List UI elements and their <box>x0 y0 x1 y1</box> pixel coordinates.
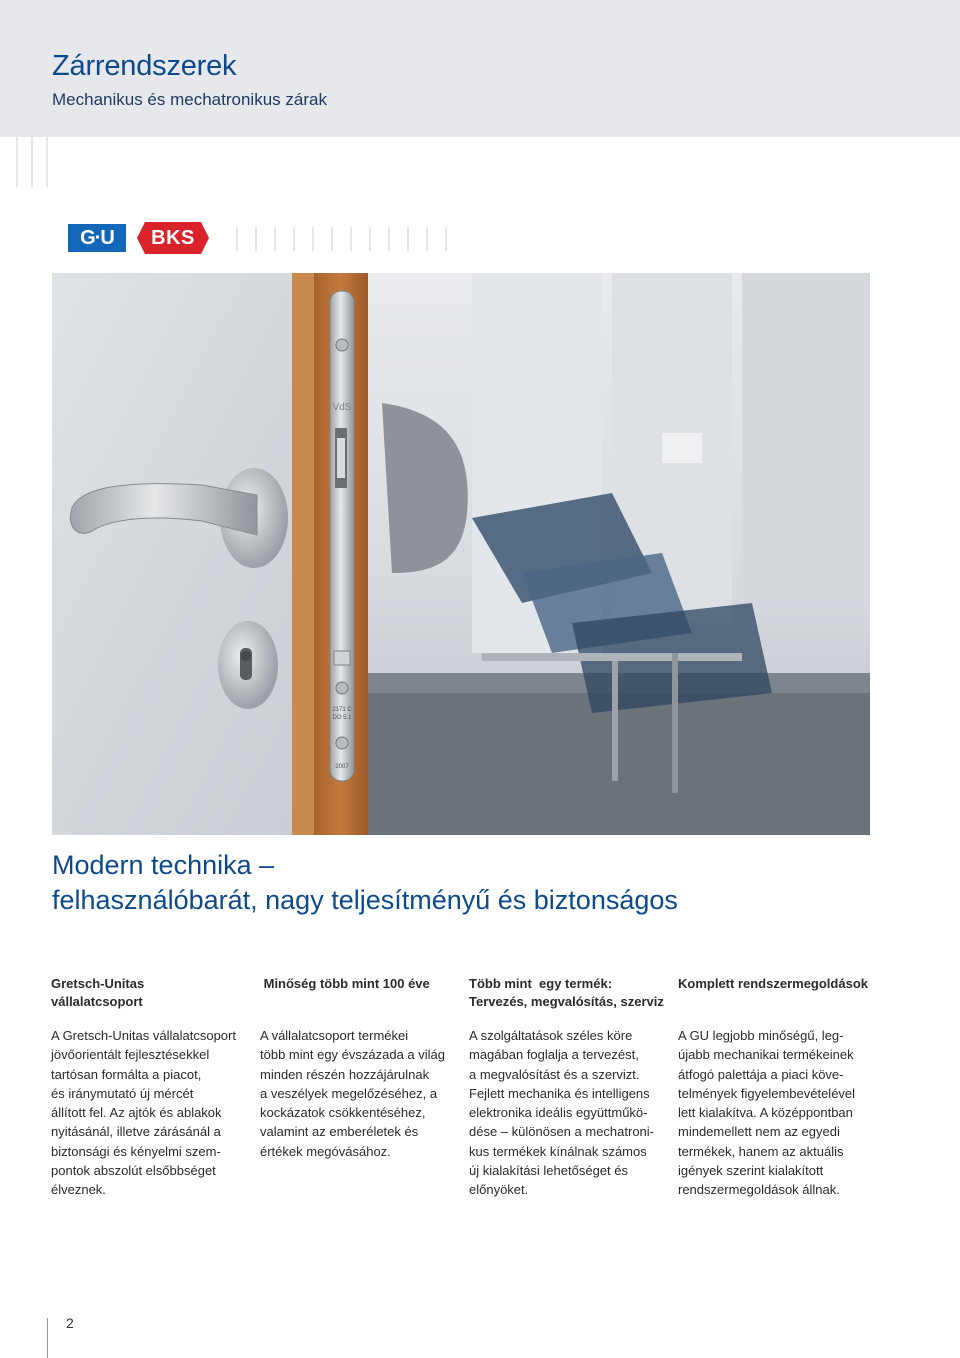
body-line: igények szerint kialakított <box>678 1163 824 1179</box>
bks-logo-text: BKS <box>151 226 195 249</box>
heading-line: Több mint egy termék: <box>469 976 613 991</box>
body-line: magában foglalja a tervezést, <box>469 1047 639 1063</box>
door-lock-photo <box>52 273 870 835</box>
plate-mark-year: 2007 <box>335 764 349 770</box>
column-heading <box>260 975 450 1011</box>
body-line: telmények figyelembevételével <box>678 1085 856 1101</box>
body-line: újabb mechanikai termékeinek <box>678 1047 854 1063</box>
column-gretsch-unitas <box>51 975 241 1200</box>
column-body <box>678 1026 868 1200</box>
body-line: A GU legjobb minőségű, leg- <box>678 1028 844 1043</box>
heading-line: Tervezés, megvalósítás, szerviz <box>469 994 664 1009</box>
column-complete-solutions <box>678 975 868 1200</box>
body-line: nyitásánál, illetve zárásánál a <box>51 1124 221 1140</box>
heading-line: Gretsch-Unitas <box>51 976 145 991</box>
body-line: és iránymutató új mércét <box>51 1085 194 1101</box>
body-line: a veszélyek megelőzéséhez, a <box>260 1085 438 1101</box>
column-heading <box>51 975 241 1011</box>
page-number-rule <box>47 1318 48 1358</box>
heading-line: vállalatcsoport <box>51 994 143 1009</box>
body-line: mindemellett nem az egyedi <box>678 1124 840 1140</box>
body-line: Fejlett mechanika és intelligens <box>469 1085 650 1101</box>
document-title: Zárrendszerek <box>52 50 237 82</box>
bks-logo <box>137 222 209 254</box>
page-number: 2 <box>66 1315 74 1331</box>
body-line: tartósan formálta a piacot, <box>51 1066 202 1082</box>
body-line: minden részén hozzájárulnak <box>260 1066 430 1082</box>
body-line: pontok abszolút elsőbbséget <box>51 1163 216 1179</box>
gu-logo: G·U <box>68 224 126 252</box>
body-line: átfogó palettája a piaci köve- <box>678 1066 844 1082</box>
heading-line: Minőség több mint 100 éve <box>260 976 430 991</box>
headline-line-1: Modern technika – <box>52 850 275 880</box>
body-line: kockázatok csökkentéséhez, <box>260 1105 426 1121</box>
body-line: valamint az emberéletek és <box>260 1124 419 1140</box>
body-line: jövőorientált fejlesztésekkel <box>51 1047 210 1063</box>
column-body <box>51 1026 241 1200</box>
headline-line-2: felhasználóbarát, nagy teljesítményű és biztonságos <box>52 885 678 915</box>
body-line: előnyöket. <box>469 1182 529 1198</box>
body-line: A szolgáltatások széles köre <box>469 1028 633 1043</box>
column-quality <box>260 975 450 1161</box>
section-headline <box>52 848 678 918</box>
plate-mark-standard: DO 5.1 <box>332 715 352 721</box>
body-line: dése – különösen a mechatroni- <box>469 1124 655 1140</box>
body-line: elektronika ideális együttműkö- <box>469 1105 648 1121</box>
body-line: élveznek. <box>51 1182 106 1198</box>
column-body <box>260 1026 450 1161</box>
plate-mark-model: 2171 C <box>332 707 352 713</box>
column-heading <box>469 975 664 1011</box>
body-line: több mint egy évszázada a világ <box>260 1047 445 1063</box>
heading-line: Komplett rendszermegoldások <box>678 976 868 991</box>
column-body <box>469 1026 659 1200</box>
body-line: lett kialakítva. A középpontban <box>678 1105 853 1121</box>
body-line: kus termékek kínálnak számos <box>469 1143 647 1159</box>
body-line: biztonsági és kényelmi szem- <box>51 1143 221 1159</box>
body-line: A vállalatcsoport termékei <box>260 1028 409 1043</box>
body-line: új kialakítási lehetőséget és <box>469 1163 628 1179</box>
column-services <box>469 975 664 1200</box>
body-line: a megvalósítást és a szervizt. <box>469 1066 640 1082</box>
plate-mark-vds: VdS <box>332 402 352 413</box>
document-subtitle: Mechanikus és mechatronikus zárak <box>52 90 327 109</box>
body-line: értékek megóvásához. <box>260 1143 391 1159</box>
column-heading <box>678 975 868 1011</box>
body-line: A Gretsch-Unitas vállalatcsoport <box>51 1028 236 1043</box>
body-line: állított fel. Az ajtók és ablakok <box>51 1105 222 1121</box>
body-line: termékek, hanem az aktuális <box>678 1143 844 1159</box>
body-line: rendszermegoldások állnak. <box>678 1182 840 1198</box>
